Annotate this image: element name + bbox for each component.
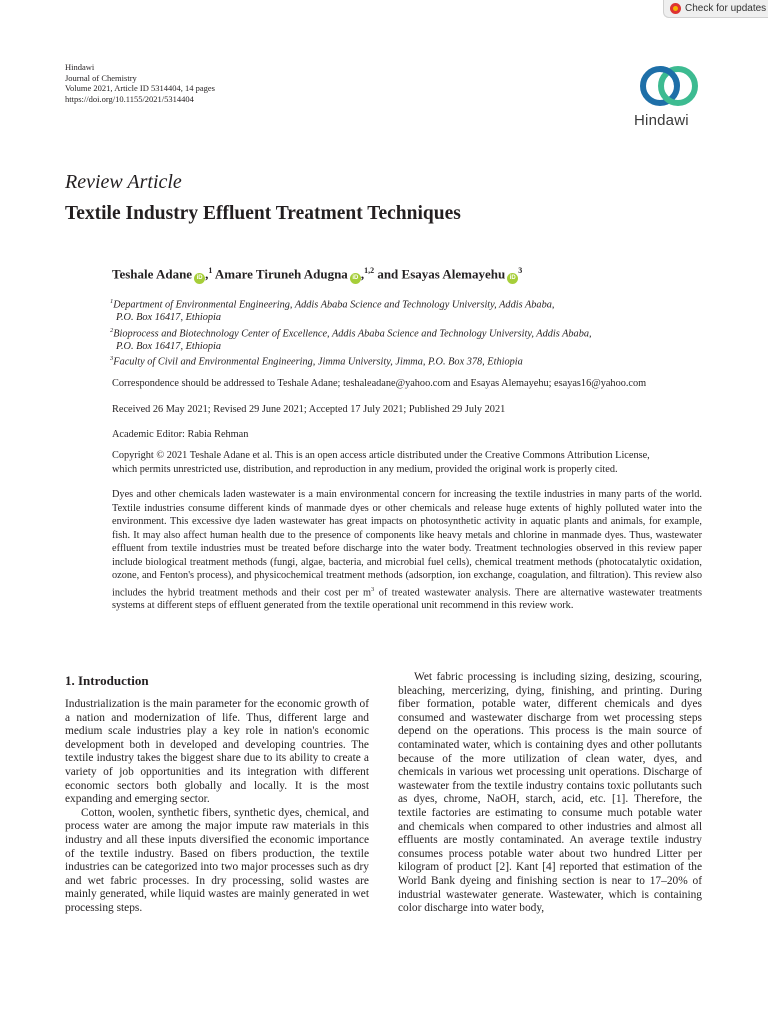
paragraph: Wet fabric processing is including sizing, desizing, scouring, bleaching, mercerizing, dying, finishing, and printing. During fiber formation, potable water, different chemicals and dyes consumed and wastewater discharge from wet processing steps depend on the operations. This process is the main source of contaminated water, which is containing dyes and other pollutants because of the more utilization of clean water, dyes, and chemicals in various wet processing unit operations. Discharge of wastewater from the textile industry contains toxic pollutants such as dyes, chrome, NaOH, starch, acid, etc. [1]. Therefore, the textile factories are estimating to consume much potable water and chemicals when compared to other industries and almost all effluents are mostly contaminated. An average textile industry consumes process potable water about two hundred Litter per kilogram of product [2]. Kant [4] reported that estimation of the World Bank dyeing and finishing section is near to 17–20% of industrial wastewater generate. Wastewater, which is containing color discharge into water body, [398, 671, 702, 915]
author-name[interactable]: Esayas Alemayehu [401, 266, 506, 282]
section-heading: 1. Introduction [65, 673, 149, 688]
check-for-updates-button[interactable] [663, 0, 768, 18]
affiliation-line: Bioprocess and Biotechnology Center of Excellence, Addis Ababa Science and Technology University, Addis Ababa, [113, 328, 592, 340]
affiliation-line: P.O. Box 16417, Ethiopia [116, 341, 222, 353]
publication-dates: Received 26 May 2021; Revised 29 June 2021; Accepted 17 July 2021; Published 29 July 2021 [112, 404, 506, 415]
affiliation [110, 352, 670, 368]
copyright-line: Copyright © 2021 Teshale Adane et al. This is an open access article distributed under the Creative Commons Attribution License, [112, 450, 650, 461]
body-column-left [65, 698, 369, 916]
correspondence: Correspondence should be addressed to Teshale Adane; teshaleadane@yahoo.com and Esayas Alemayehu; esayas16@yahoo.com [112, 378, 647, 389]
author-name[interactable]: Amare Tiruneh Adugna [214, 266, 348, 282]
orcid-icon[interactable]: iD [507, 273, 518, 284]
abstract-text: of treated wastewater analysis. There are alternative wastewater treatments systems at different steps of effluent generated from the textile operational unit recommend in this review work. [112, 586, 702, 612]
publisher-name: Hindawi [65, 62, 95, 72]
author-conjunction: and [377, 266, 399, 282]
academic-editor: Academic Editor: Rabia Rehman [112, 429, 249, 440]
copyright-line: which permits unrestricted use, distribution, and reproduction in any medium, provided the original work is properly cited. [112, 464, 618, 475]
article-title: Textile Industry Effluent Treatment Techniques [65, 203, 461, 224]
paragraph: Cotton, woolen, synthetic fibers, synthetic dyes, chemical, and process water are among the major impute raw materials in this industry and all these inputs diversified the economic importance of the textile industry. Based on fibers production, the textile industries can be categorized into two major processes such as dry and wet fabric processes. In dry processing, solid wastes are mainly generated, while liquid wastes are mainly generated in wet processing steps. [65, 806, 369, 914]
affiliation-line: Department of Environmental Engineering, Addis Ababa Science and Technology University, Addis Ababa, [113, 299, 555, 311]
author-affiliation-sup: 1 [208, 266, 213, 275]
affiliation-sup: 3 [110, 355, 114, 362]
abstract [112, 488, 702, 613]
check-for-updates-label: Check for updates [685, 3, 767, 14]
author-name[interactable]: Teshale Adane [112, 266, 193, 282]
volume-info: Volume 2021, Article ID 5314404, 14 pages [65, 83, 215, 93]
affiliation [110, 295, 670, 324]
journal-name: Journal of Chemistry [65, 72, 137, 83]
hindawi-logo-text: Hindawi [634, 112, 689, 129]
body-column-right [398, 671, 702, 916]
author-list: Teshale Adane iD ,$^1$ Amare Tiruneh Adugna iD ,$^{1,2}$ and Esayas Alemayehu $iD^3$ [112, 266, 522, 284]
orcid-icon[interactable]: iD [350, 273, 361, 284]
affiliation-sup: 1 [110, 298, 114, 305]
abstract-unit-sup: 3 [371, 585, 375, 593]
crossmark-icon [670, 3, 681, 14]
affiliation-sup: 2 [110, 327, 114, 334]
doi-link[interactable]: https://doi.org/10.1155/2021/5314404 [65, 93, 194, 104]
author-affiliation-sup: 1,2 [364, 266, 375, 275]
abstract-text: Dyes and other chemicals laden wastewater is a main environmental concern for increasing the textile industries in many parts of the world. Textile industries consume different kinds of manmade dyes or other chemicals and release huge extents of highly polluted water into the environment. This excessive dye laden wastewater has great impacts on photosynthetic activity in aquatic plants and animals, for example, fish. It may also affect human health due to the presence of components like heavy metals and chlorine in manmade dyes. Thus, wastewater effluent from textile industries must be treated before discharge into the water body. Treatment technologies observed in this review paper include biological treatment methods (fungi, algae, bacteria, and microbial fuel cells), chemical treatment methods (photocatalytic oxidation, ozone, and Fenton's process), and physicochemical treatment methods (adsorption, ion exchange, coagulation, and filtration). This review also includes the hybrid treatment methods and their cost per m [112, 489, 702, 598]
article-type: Review Article [65, 171, 182, 193]
affiliation-line: P.O. Box 16417, Ethiopia [116, 312, 222, 324]
journal-meta [65, 62, 215, 104]
hindawi-logo-icon [630, 62, 710, 112]
paragraph: Industrialization is the main parameter for the economic growth of a nation and modernization of life. Thus, different large and medium scale industries play a key role in nation's economic development both in developed and developing countries. The textile industry takes the biggest share due to its ability to create a variety of job opportunities and its integration with different economic sectors both globally and locally. It is the most expanding and emerging sector. [65, 698, 369, 806]
affiliation-line: Faculty of Civil and Environmental Engineering, Jimma University, Jimma, P.O. Box 378, Ethiopia [113, 356, 523, 368]
orcid-icon[interactable]: iD [194, 273, 205, 284]
affiliation [110, 324, 670, 353]
author-affiliation-sup: 3 [518, 266, 523, 275]
